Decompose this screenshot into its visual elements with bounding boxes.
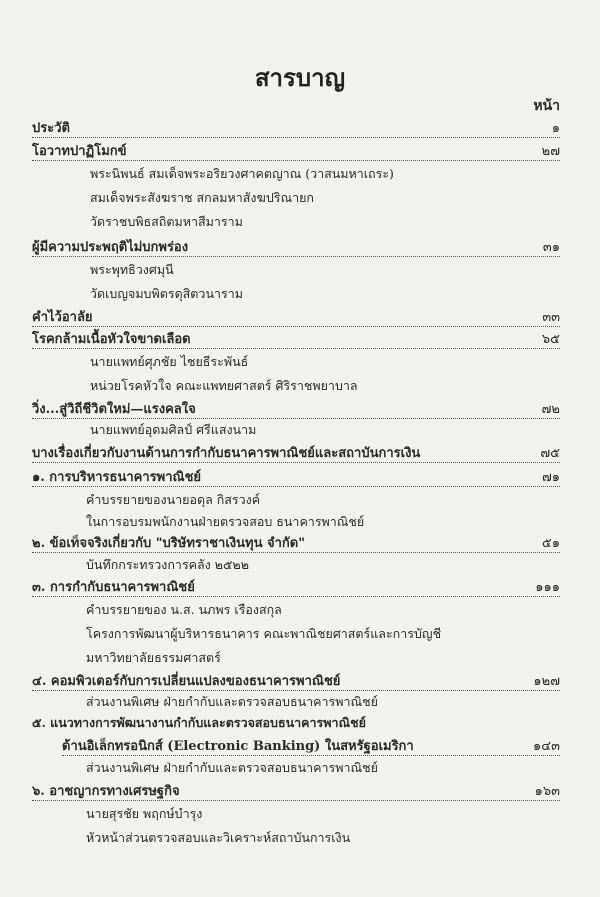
toc-entry-page: ๗๒ bbox=[541, 402, 560, 417]
toc-entry-subline: คำบรรยายของนายอดุล กิสรวงค์ bbox=[86, 492, 261, 507]
dotted-rule bbox=[32, 348, 560, 349]
toc-entry-title: บางเรื่องเกี่ยวกับงานด้านการกำกับธนาคารพาณิชย์และสถาบันการเงิน bbox=[32, 446, 421, 461]
toc-entry-subline: วัดเบญจมบพิตรดุสิตวนาราม bbox=[90, 286, 243, 301]
toc-entry-subline: พระพุทธิวงศมุนี bbox=[90, 262, 174, 277]
toc-entry-page: ๓๑ bbox=[542, 240, 560, 255]
toc-entry-title: ๖. อาชญากรทางเศรษฐกิจ bbox=[32, 784, 180, 799]
toc-entry-subline: บันทึกกระทรวงการคลัง ๒๕๒๒ bbox=[86, 557, 249, 572]
dotted-rule bbox=[32, 160, 560, 161]
toc-entry-title: โรคกล้ามเนื้อหัวใจขาดเลือด bbox=[32, 332, 191, 347]
toc-entry-subline: นายแพทย์อุดมศิลป์ ศรีแสงนาม bbox=[90, 422, 257, 437]
dotted-rule bbox=[32, 256, 560, 257]
toc-entry-page: ๓๓ bbox=[542, 310, 560, 325]
toc-entry-page: ๗๑ bbox=[541, 470, 560, 485]
toc-entry-page: ๑๒๗ bbox=[533, 674, 560, 689]
toc-entry-title: ๔. คอมพิวเตอร์กับการเปลี่ยนแปลงของธนาคารพาณิชย์ bbox=[32, 674, 341, 689]
toc-entry-subline: มหาวิทยาลัยธรรมศาสตร์ bbox=[86, 650, 221, 665]
toc-entry-subline: หน่วยโรคหัวใจ คณะแพทยศาสตร์ ศิริราชพยาบาล bbox=[90, 378, 358, 393]
dotted-rule bbox=[32, 552, 560, 553]
toc-entry-subline: นายสุรชัย พฤกษ์บำรุง bbox=[86, 806, 203, 821]
dotted-rule bbox=[32, 326, 560, 327]
dotted-rule bbox=[32, 418, 560, 419]
dotted-rule bbox=[32, 486, 560, 487]
dotted-rule bbox=[32, 137, 560, 138]
toc-entry-subline: สมเด็จพระสังฆราช สกลมหาสังฆปริณายก bbox=[90, 190, 314, 205]
toc-entry-subline: ในการอบรมพนักงานฝ่ายตรวจสอบ ธนาคารพาณิชย์ bbox=[86, 514, 365, 529]
toc-entry-page: ๑ bbox=[551, 121, 560, 136]
toc-entry-title: คำไว้อาลัย bbox=[32, 310, 93, 325]
toc-entry-subline: ส่วนงานพิเศษ ฝ่ายกำกับและตรวจสอบธนาคารพาณิชย์ bbox=[86, 694, 378, 709]
dotted-rule bbox=[32, 596, 560, 597]
toc-entry-page: ๑๑๑ bbox=[535, 580, 560, 595]
toc-entry-subline: หัวหน้าส่วนตรวจสอบและวิเคราะห์สถาบันการเงิน bbox=[86, 830, 351, 845]
toc-entry-page: ๑๔๓ bbox=[533, 739, 560, 754]
toc-entry-title: ๑. การบริหารธนาคารพาณิชย์ bbox=[32, 470, 202, 485]
page-title: สารบาญ bbox=[254, 63, 346, 92]
toc-entry-page: ๒๗ bbox=[541, 144, 560, 159]
toc-entry-title: ประวัติ bbox=[32, 121, 70, 136]
toc-entry-page: ๕๑ bbox=[541, 536, 560, 551]
toc-entry-subline: โครงการพัฒนาผู้บริหารธนาคาร คณะพาณิชยศาสตร์และการบัญชี bbox=[86, 626, 442, 641]
dotted-rule bbox=[32, 800, 560, 801]
toc-entry-title: ๒. ข้อเท็จจริงเกี่ยวกับ "บริษัทราชาเงินทุน จำกัด" bbox=[32, 536, 305, 551]
toc-entry-subline: คำบรรยายของ น.ส. นภพร เรืองสกุล bbox=[86, 602, 282, 617]
toc-entry-page: ๑๖๓ bbox=[534, 784, 560, 799]
toc-entry-page: ๖๕ bbox=[541, 332, 560, 347]
toc-entry-subline: วัดราชบพิธสถิตมหาสีมาราม bbox=[90, 214, 243, 229]
dotted-rule bbox=[62, 755, 560, 756]
dotted-rule bbox=[32, 462, 560, 463]
toc-entry-title: ผู้มีความประพฤติไม่บกพร่อง bbox=[32, 240, 189, 255]
toc-entry-subline: พระนิพนธ์ สมเด็จพระอริยวงศาคตญาณ (วาสนมหาเถระ) bbox=[90, 166, 394, 181]
dotted-rule bbox=[32, 690, 560, 691]
toc-entry-page: ๗๕ bbox=[540, 446, 560, 461]
toc-entry-title: วิ่ง...สู่วิถีชีวิตใหม่—แรงคลใจ bbox=[32, 402, 196, 417]
page-column-label: หน้า bbox=[533, 98, 560, 114]
toc-entry-title: ๕. แนวทางการพัฒนางานกำกับและตรวจสอบธนาคารพาณิชย์ bbox=[32, 715, 366, 730]
toc-entry-subline: นายแพทย์ศุภชัย ไชยธีระพันธ์ bbox=[90, 354, 249, 369]
toc-entry-title-continued: ด้านอิเล็กทรอนิกส์ (Electronic Banking) ในสหรัฐอเมริกา bbox=[62, 739, 414, 754]
toc-entry-title: โอวาทปาฏิโมกข์ bbox=[32, 144, 127, 159]
toc-entry-subline: ส่วนงานพิเศษ ฝ่ายกำกับและตรวจสอบธนาคารพาณิชย์ bbox=[86, 760, 378, 775]
toc-entry-title: ๓. การกำกับธนาคารพาณิชย์ bbox=[32, 580, 195, 595]
